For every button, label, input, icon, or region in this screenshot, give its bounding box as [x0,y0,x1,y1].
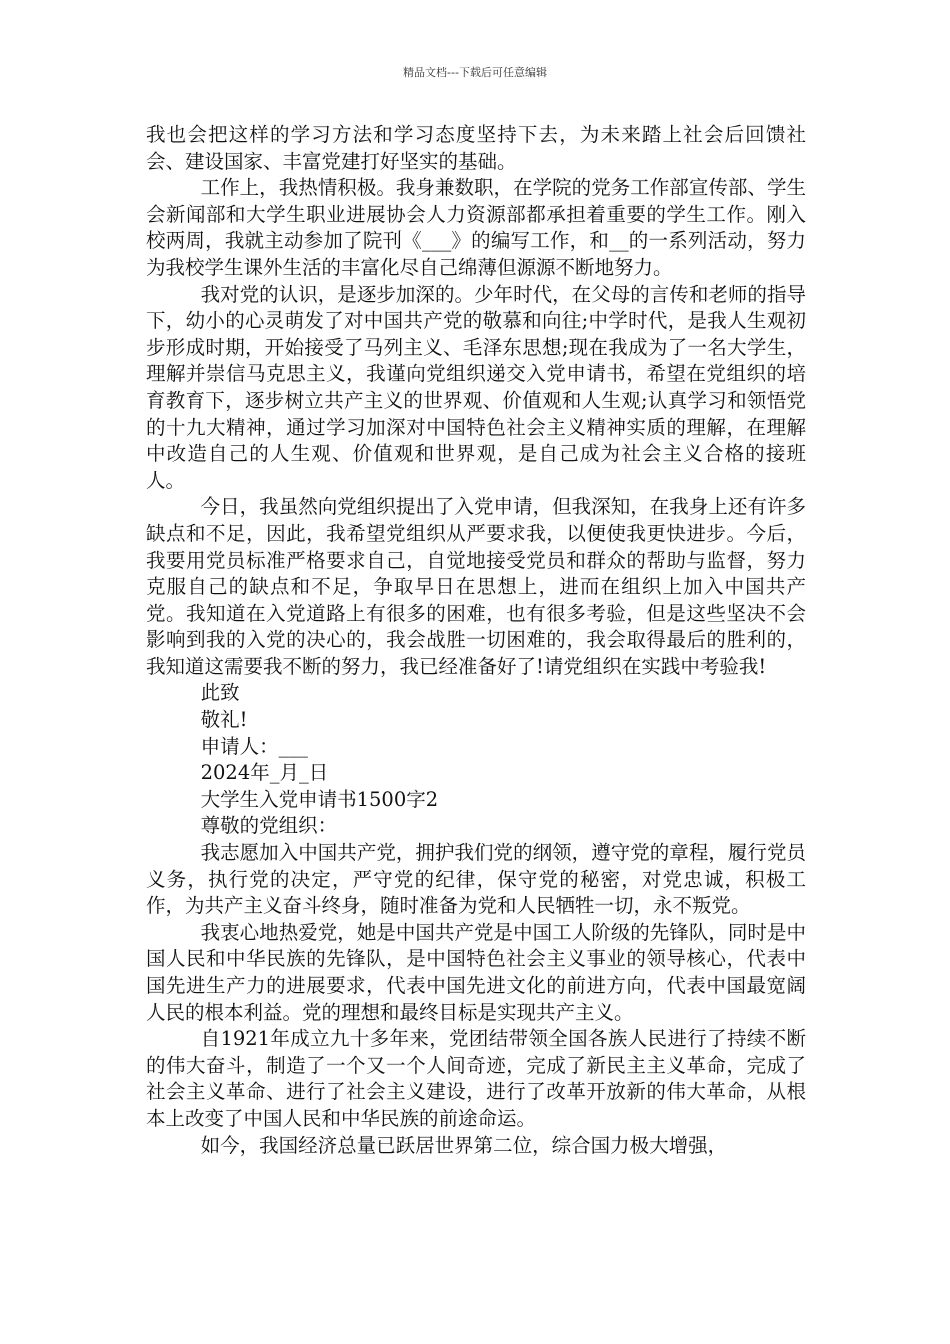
section-title: 大学生入党申请书1500字2 [200,787,439,811]
document-body [146,122,806,1159]
page-header: 精品文档---下载后可任意编辑 [403,66,547,79]
salutation-line: 尊敬的党组织： [200,814,338,838]
paragraph-economy: 如今，我国经济总量已跃居世界第二位，综合国力极大增强， [200,1133,728,1157]
paragraph-resolve: 今日，我虽然向党组织提出了入党申请，但我深知，在我身上还有许多缺点和不足，因此，我希望党组织从严要求我，以便使我更快进步。今后，我要用党员标准严格要求自己，自觉地接受党员和群众的帮助与监督，努力克服自己的缺点和不足，争取早日在思想上，进而在组织上加入中国共产党。我知道在入党道路上有很多的困难，也有很多考验，但是这些坚决不会影响到我的入党的决心的，我会战胜一切困难的，我会取得最后的胜利的，我知道这需要我不断的努力，我已经准备好了!请党组织在实践中考验我! [146,495,806,678]
paragraph-pledge: 我志愿加入中国共产党，拥护我们党的纲领，遵守党的章程，履行党员义务，执行党的决定，严守党的纪律，保守党的秘密，对党忠诚，积极工作，为共产主义奋斗终身，随时准备为党和人民牺牲一切，永不叛党。 [146,841,806,918]
date-line: 2024年_月_日 [200,761,329,785]
paragraph-study: 我也会把这样的学习方法和学习态度坚持下去，为未来踏上社会后回馈社会、建设国家、丰富党建打好坚实的基础。 [146,123,806,173]
paragraph-history: 自1921年成立九十多年来，党团结带领全国各族人民进行了持续不断的伟大奋斗，制造了一个又一个人间奇迹，完成了新民主主义革命，完成了社会主义革命、进行了社会主义建设，进行了改革开放新的伟大革命，从根本上改变了中国人民和中华民族的前途命运。 [146,1027,806,1130]
closing-line-1: 此致 [200,681,240,705]
paragraph-love-party: 我衷心地热爱党，她是中国共产党是中国工人阶级的先锋队，同时是中国人民和中华民族的先锋队，是中国特色社会主义事业的领导核心，代表中国先进生产力的进展要求，代表中国先进文化的前进方向，代表中国最宽阔人民的根本利益。党的理想和最终目标是实现共产主义。 [146,920,806,1024]
applicant-line: 申请人：___ [200,734,308,758]
paragraph-work: 工作上，我热情积极。我身兼数职，在学院的党务工作部宣传部、学生会新闻部和大学生职业进展协会人力资源部都承担着重要的学生工作。刚入校两周，我就主动参加了院刊《___》的编写工作，和__的一系列活动，努力为我校学生课外生活的丰富化尽自己绵薄但源源不断地努力。 [146,176,806,279]
closing-line-2: 敬礼! [200,708,248,732]
paragraph-understanding: 我对党的认识，是逐步加深的。少年时代，在父母的言传和老师的指导下，幼小的心灵萌发了对中国共产党的敬慕和向往;中学时代，是我人生观初步形成时期，开始接受了马列主义、毛泽东思想;现在我成为了一名大学生，理解并崇信马克思主义，我谨向党组织递交入党申请书，希望在党组织的培育教育下，逐步树立共产主义的世界观、价值观和人生观;认真学习和领悟党的十九大精神，通过学习加深对中国特色社会主义精神实质的理解，在理解中改造自己的人生观、价值观和世界观，是自己成为社会主义合格的接班人。 [146,282,806,492]
